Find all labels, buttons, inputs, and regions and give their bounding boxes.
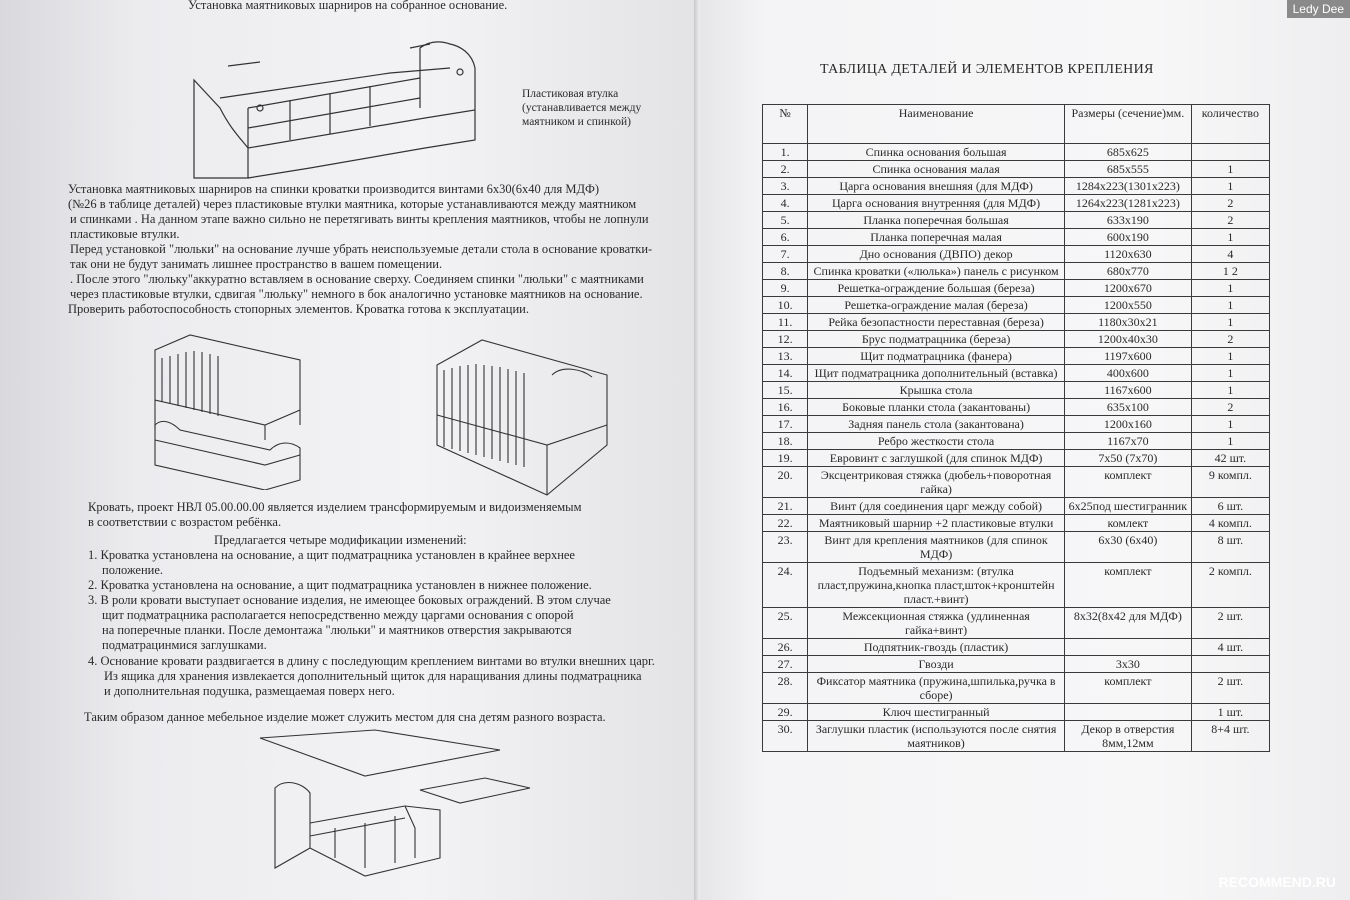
row-number: 29. <box>763 704 808 721</box>
parts-table-body <box>763 144 1270 752</box>
row-quantity: 4 шт. <box>1191 639 1269 656</box>
row-name: Боковые планки стола (закантованы) <box>808 399 1065 416</box>
row-size: 1284х223(1301х223) <box>1064 178 1191 195</box>
row-size: 685х555 <box>1064 161 1191 178</box>
mod-line-5: щит подматрацника располагается непосредственно между царгами основания с опорой <box>102 608 574 622</box>
row-number: 21. <box>763 498 808 515</box>
row-quantity: 1 <box>1191 382 1269 399</box>
table-row <box>763 498 1270 515</box>
row-size: 8х32(8х42 для МДФ) <box>1064 608 1191 639</box>
row-size: 1264х223(1281х223) <box>1064 195 1191 212</box>
row-number: 9. <box>763 280 808 297</box>
row-number: 13. <box>763 348 808 365</box>
row-size: 600х190 <box>1064 229 1191 246</box>
crib-lowered-drawing <box>432 335 617 500</box>
table-row <box>763 416 1270 433</box>
corner-author-label: Ledy Dee <box>1287 0 1350 18</box>
row-name: Крышка стола <box>808 382 1065 399</box>
row-size: комплект <box>1064 673 1191 704</box>
paragraph-line-1: Установка маятниковых шарниров на спинки кроватки производится винтами 6х30(6х40 для МДФ) <box>68 182 600 196</box>
paragraph-line-2: (№26 в таблице деталей) через пластиковые втулки маятника, которые устанавливаются между маятником <box>68 197 637 211</box>
paragraph-line-9: Проверить работоспособность стопорных элементов. Кроватка готова к эксплуатации. <box>68 302 529 316</box>
row-name: Ребро жесткости стола <box>808 433 1065 450</box>
row-size <box>1064 704 1191 721</box>
row-size: 1200х670 <box>1064 280 1191 297</box>
row-size: 1167х70 <box>1064 433 1191 450</box>
table-row <box>763 263 1270 280</box>
row-size: 1167х600 <box>1064 382 1191 399</box>
table-row <box>763 229 1270 246</box>
row-name: Царга основания внутренняя (для МДФ) <box>808 195 1065 212</box>
row-number: 14. <box>763 365 808 382</box>
row-quantity: 1 <box>1191 178 1269 195</box>
table-row <box>763 314 1270 331</box>
row-quantity: 9 компл. <box>1191 467 1269 498</box>
row-number: 10. <box>763 297 808 314</box>
table-row <box>763 212 1270 229</box>
row-number: 25. <box>763 608 808 639</box>
row-number: 17. <box>763 416 808 433</box>
row-quantity: 2 шт. <box>1191 673 1269 704</box>
row-quantity: 1 <box>1191 365 1269 382</box>
extended-base-drawing <box>255 728 535 878</box>
crib-on-base-drawing <box>150 330 310 490</box>
row-name: Гвозди <box>808 656 1065 673</box>
row-quantity: 2 <box>1191 331 1269 348</box>
right-page <box>700 0 1350 900</box>
row-name: Спинка кроватки («люлька») панель с рисунком <box>808 263 1065 280</box>
row-name: Эксцентриковая стяжка (дюбель+поворотная гайка) <box>808 467 1065 498</box>
table-row <box>763 656 1270 673</box>
paragraph-line-6: так они не будут занимать лишнее пространство в вашем помещении. <box>70 257 443 271</box>
table-row <box>763 382 1270 399</box>
row-quantity: 8 шт. <box>1191 532 1269 563</box>
row-size <box>1064 639 1191 656</box>
table-row <box>763 144 1270 161</box>
row-name: Планка поперечная малая <box>808 229 1065 246</box>
row-size: 1120х630 <box>1064 246 1191 263</box>
row-name: Брус подматрацника (береза) <box>808 331 1065 348</box>
row-number: 4. <box>763 195 808 212</box>
row-name: Ключ шестигранный <box>808 704 1065 721</box>
parts-table <box>762 104 1270 752</box>
row-name: Решетка-ограждение малая (береза) <box>808 297 1065 314</box>
row-quantity: 1 <box>1191 297 1269 314</box>
row-quantity: 1 <box>1191 280 1269 297</box>
row-size: Декор в отверстия 8мм,12мм <box>1064 721 1191 752</box>
row-size: 685х625 <box>1064 144 1191 161</box>
row-number: 16. <box>763 399 808 416</box>
row-number: 26. <box>763 639 808 656</box>
row-number: 3. <box>763 178 808 195</box>
row-number: 5. <box>763 212 808 229</box>
row-quantity: 8+4 шт. <box>1191 721 1269 752</box>
row-name: Царга основания внешняя (для МДФ) <box>808 178 1065 195</box>
row-number: 2. <box>763 161 808 178</box>
table-row <box>763 721 1270 752</box>
row-name: Дно основания (ДВПО) декор <box>808 246 1065 263</box>
mod-line-3: 2. Кроватка установлена на основание, а щит подматрацника установлен в нижнее положение. <box>88 578 592 592</box>
row-size: 6х25под шестигранник <box>1064 498 1191 515</box>
row-name: Задняя панель стола (закантована) <box>808 416 1065 433</box>
table-row <box>763 450 1270 467</box>
paragraph-line-3: и спинками . На данном этапе важно сильно не перетягивать винты крепления маятников, чтобы не лопнули <box>70 212 649 226</box>
row-name: Планка поперечная большая <box>808 212 1065 229</box>
row-size: 1200х550 <box>1064 297 1191 314</box>
hinge-caption-3: маятником и спинкой) <box>522 116 631 128</box>
row-quantity: 1 <box>1191 161 1269 178</box>
table-row <box>763 532 1270 563</box>
hinge-heading: Установка маятниковых шарниров на собранное основание. <box>188 0 508 12</box>
table-row <box>763 280 1270 297</box>
table-row <box>763 161 1270 178</box>
table-row <box>763 467 1270 498</box>
row-name: Щит подматрацника дополнительный (вставка) <box>808 365 1065 382</box>
table-row <box>763 331 1270 348</box>
row-quantity: 4 компл. <box>1191 515 1269 532</box>
row-quantity: 1 <box>1191 416 1269 433</box>
row-number: 7. <box>763 246 808 263</box>
row-size: 635х100 <box>1064 399 1191 416</box>
row-name: Спинка основания большая <box>808 144 1065 161</box>
row-size: комплект <box>1064 563 1191 608</box>
table-row <box>763 639 1270 656</box>
row-quantity: 2 <box>1191 399 1269 416</box>
row-name: Винт (для соединения царг между собой) <box>808 498 1065 515</box>
row-name: Рейка безопастности переставная (береза) <box>808 314 1065 331</box>
mod-line-1: 1. Кроватка установлена на основание, а щит подматрацника установлен в крайнее верхнее <box>88 548 575 562</box>
row-name: Межсекционная стяжка (удлиненная гайка+винт) <box>808 608 1065 639</box>
row-quantity: 42 шт. <box>1191 450 1269 467</box>
row-quantity: 2 шт. <box>1191 608 1269 639</box>
row-quantity: 1 <box>1191 314 1269 331</box>
table-row <box>763 195 1270 212</box>
row-size: 1200х40х30 <box>1064 331 1191 348</box>
row-number: 15. <box>763 382 808 399</box>
row-quantity: 1 шт. <box>1191 704 1269 721</box>
table-row <box>763 563 1270 608</box>
row-number: 6. <box>763 229 808 246</box>
mod-line-6: на поперечные планки. После демонтажа "люльки" и маятников отверстия закрываются <box>102 623 572 637</box>
mods-heading: Предлагается четыре модификации изменений: <box>214 533 467 547</box>
project-line-1: Кровать, проект НВЛ 05.00.00.00 является изделием трансформируемым и видоизменяемым <box>88 500 582 514</box>
table-row <box>763 365 1270 382</box>
row-quantity: 2 компл. <box>1191 563 1269 608</box>
conclusion-text: Таким образом данное мебельное изделие может служить местом для сна детям разного возраста. <box>84 710 606 724</box>
row-size: 1200х160 <box>1064 416 1191 433</box>
table-row <box>763 399 1270 416</box>
mod-line-9: Из ящика для хранения извлекается дополнительный щиток для наращивания длины подматрацника <box>104 669 642 683</box>
row-name: Маятниковый шарнир +2 пластиковые втулки <box>808 515 1065 532</box>
row-number: 24. <box>763 563 808 608</box>
table-title: ТАБЛИЦА ДЕТАЛЕЙ И ЭЛЕМЕНТОВ КРЕПЛЕНИЯ <box>820 62 1154 77</box>
project-line-2: в соответствии с возрастом ребёнка. <box>88 515 282 529</box>
row-name: Щит подматрацника (фанера) <box>808 348 1065 365</box>
table-header-row <box>763 105 1270 144</box>
row-number: 1. <box>763 144 808 161</box>
row-quantity: 6 шт. <box>1191 498 1269 515</box>
row-quantity: 1 <box>1191 229 1269 246</box>
hinge-caption-1: Пластиковая втулка <box>522 88 619 100</box>
row-number: 19. <box>763 450 808 467</box>
row-quantity: 2 <box>1191 195 1269 212</box>
mod-line-10: и дополнительная подушка, размещаемая поверх него. <box>104 684 395 698</box>
row-size: 680х770 <box>1064 263 1191 280</box>
row-size: 1180х30х21 <box>1064 314 1191 331</box>
row-quantity <box>1191 144 1269 161</box>
header-number: № <box>763 105 808 144</box>
table-row <box>763 608 1270 639</box>
row-number: 28. <box>763 673 808 704</box>
header-size: Размеры (сечение)мм. <box>1064 105 1191 144</box>
mod-line-8: 4. Основание кровати раздвигается в длину с последующим креплением винтами во втулки внешних царг. <box>88 654 655 668</box>
row-number: 18. <box>763 433 808 450</box>
row-quantity: 4 <box>1191 246 1269 263</box>
row-name: Подъемный механизм: (втулка пласт,пружина,кнопка пласт,шток+кронштейн пласт.+винт) <box>808 563 1065 608</box>
row-number: 20. <box>763 467 808 498</box>
table-row <box>763 297 1270 314</box>
row-size: 7х50 (7х70) <box>1064 450 1191 467</box>
row-number: 8. <box>763 263 808 280</box>
row-name: Спинка основания малая <box>808 161 1065 178</box>
row-size: 400х600 <box>1064 365 1191 382</box>
row-quantity: 1 <box>1191 433 1269 450</box>
table-row <box>763 246 1270 263</box>
mod-line-2: положение. <box>102 563 164 577</box>
row-name: Евровинт с заглушкой (для спинок МДФ) <box>808 450 1065 467</box>
row-size: 3х30 <box>1064 656 1191 673</box>
row-quantity <box>1191 656 1269 673</box>
row-size: комплект <box>1064 467 1191 498</box>
table-row <box>763 433 1270 450</box>
hinge-caption-2: (устанавливается между <box>522 102 642 114</box>
row-size: 1197х600 <box>1064 348 1191 365</box>
watermark: RECOMMEND.RU <box>1218 874 1336 890</box>
table-row <box>763 673 1270 704</box>
row-name: Винт для крепления маятников (для спинок МДФ) <box>808 532 1065 563</box>
row-number: 30. <box>763 721 808 752</box>
row-name: Заглушки пластик (используются после снятия маятников) <box>808 721 1065 752</box>
row-size: комлект <box>1064 515 1191 532</box>
row-name: Решетка-ограждение большая (береза) <box>808 280 1065 297</box>
mod-line-4: 3. В роли кровати выступает основание изделия, не имеющее боковых ограждений. В этом случае <box>88 593 611 607</box>
row-number: 11. <box>763 314 808 331</box>
table-row <box>763 178 1270 195</box>
header-name: Наименование <box>808 105 1065 144</box>
header-quantity: количество <box>1191 105 1269 144</box>
row-number: 12. <box>763 331 808 348</box>
row-quantity: 2 <box>1191 212 1269 229</box>
row-quantity: 1 2 <box>1191 263 1269 280</box>
row-number: 23. <box>763 532 808 563</box>
row-name: Подпятник-гвоздь (пластик) <box>808 639 1065 656</box>
row-name: Фиксатор маятника (пружина,шпилька,ручка в сборе) <box>808 673 1065 704</box>
row-size: 633х190 <box>1064 212 1191 229</box>
paragraph-line-5: Перед установкой "люльки" на основание лучше убрать неиспользуемые детали стола в основание кроватки- <box>70 242 653 256</box>
row-quantity: 1 <box>1191 348 1269 365</box>
row-number: 27. <box>763 656 808 673</box>
row-number: 22. <box>763 515 808 532</box>
table-row <box>763 515 1270 532</box>
paragraph-line-8: через пластиковые втулки, сдвигая "люльку" немного в бок аналогично установке маятников на основание. <box>70 287 643 301</box>
base-assembly-drawing <box>190 38 500 183</box>
paragraph-line-7: . После этого "люльку"аккуратно вставляем в основание сверху. Соединяем спинки "люльки" с маятниками <box>70 272 644 286</box>
table-row <box>763 348 1270 365</box>
row-size: 6х30 (6х40) <box>1064 532 1191 563</box>
paragraph-line-4: пластиковые втулки. <box>70 227 180 241</box>
mod-line-7: подматрацинмися заглушками. <box>102 638 267 652</box>
table-row <box>763 704 1270 721</box>
